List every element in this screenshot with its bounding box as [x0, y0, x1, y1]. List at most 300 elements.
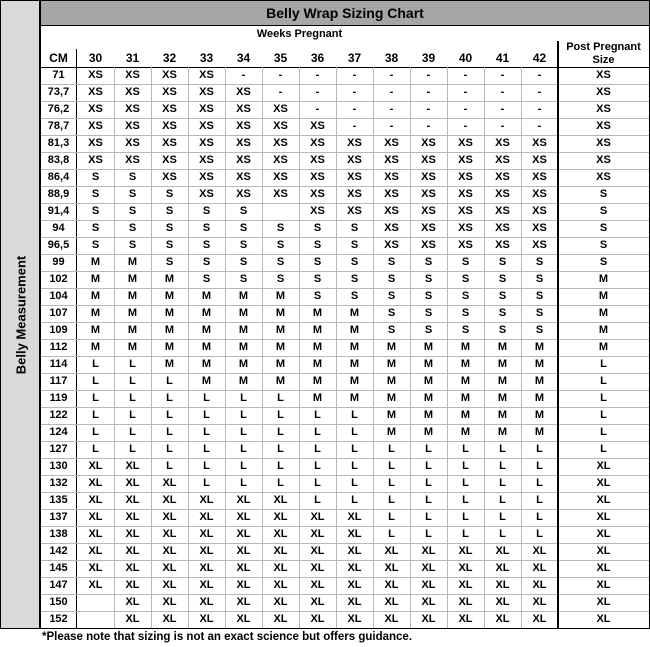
- cm-value: 107: [41, 305, 77, 322]
- size-cell: -: [352, 103, 357, 115]
- week-header: 36: [310, 51, 325, 65]
- size-cell: XS: [310, 154, 325, 166]
- size-cell: XL: [273, 494, 288, 506]
- post-size-cell: M: [598, 324, 609, 336]
- size-cell: XL: [125, 511, 140, 523]
- size-cell: M: [127, 324, 138, 336]
- size-cell: -: [426, 69, 431, 81]
- size-cell: L: [499, 443, 506, 455]
- size-cell: S: [498, 307, 507, 319]
- week-header: 41: [495, 51, 510, 65]
- size-cell: S: [461, 307, 470, 319]
- size-cell: L: [351, 477, 358, 489]
- size-cell: XL: [199, 596, 214, 608]
- size-cell: M: [275, 307, 286, 319]
- size-cell: M: [275, 375, 286, 387]
- size-cell: M: [349, 341, 360, 353]
- size-cell: S: [498, 290, 507, 302]
- size-cell: XS: [125, 137, 140, 149]
- size-cell: XL: [162, 613, 177, 625]
- size-cell: S: [239, 256, 248, 268]
- post-pregnant-header: [558, 41, 649, 67]
- size-cell: S: [128, 222, 137, 234]
- week-header: 34: [236, 51, 251, 65]
- size-cell: XS: [532, 239, 547, 251]
- size-cell: L: [499, 494, 506, 506]
- size-cell: XL: [88, 579, 103, 591]
- size-cell: L: [314, 460, 321, 472]
- column-divider: [114, 67, 115, 628]
- cm-value: 109: [41, 322, 77, 339]
- size-cell: XS: [236, 137, 251, 149]
- size-cell: M: [312, 358, 323, 370]
- size-cell: XL: [125, 579, 140, 591]
- size-cell: XL: [347, 613, 362, 625]
- size-cell: S: [387, 273, 396, 285]
- size-cell: XL: [421, 562, 436, 574]
- size-cell: L: [129, 426, 136, 438]
- cm-value: 96,5: [41, 237, 77, 254]
- size-cell: M: [238, 375, 249, 387]
- size-cell: XS: [458, 222, 473, 234]
- size-cell: XS: [495, 222, 510, 234]
- size-cell: L: [240, 392, 247, 404]
- size-cell: M: [127, 273, 138, 285]
- size-cell: S: [202, 222, 211, 234]
- size-cell: XS: [162, 171, 177, 183]
- size-cell: M: [90, 256, 101, 268]
- size-cell: -: [537, 69, 542, 81]
- size-cell: S: [535, 256, 544, 268]
- size-cell: S: [91, 188, 100, 200]
- week-header: 38: [384, 51, 399, 65]
- cm-value: 124: [41, 424, 77, 441]
- post-size-cell: L: [600, 426, 607, 438]
- size-cell: M: [275, 358, 286, 370]
- week-header: 40: [458, 51, 473, 65]
- size-cell: L: [277, 426, 284, 438]
- size-cell: -: [426, 120, 431, 132]
- post-size-cell: XS: [596, 69, 611, 81]
- post-size-cell: L: [600, 358, 607, 370]
- size-cell: -: [500, 69, 505, 81]
- size-cell: XS: [532, 171, 547, 183]
- size-cell: XS: [458, 239, 473, 251]
- size-cell: M: [238, 307, 249, 319]
- size-cell: S: [387, 256, 396, 268]
- size-cell: M: [312, 375, 323, 387]
- size-cell: S: [461, 273, 470, 285]
- week-header: 32: [162, 51, 177, 65]
- size-cell: XL: [310, 562, 325, 574]
- size-cell: XS: [495, 239, 510, 251]
- size-cell: -: [352, 86, 357, 98]
- size-cell: XL: [162, 511, 177, 523]
- size-cell: XL: [532, 545, 547, 557]
- size-cell: XL: [88, 562, 103, 574]
- size-cell: XS: [162, 120, 177, 132]
- size-cell: L: [425, 511, 432, 523]
- size-cell: S: [535, 290, 544, 302]
- size-cell: L: [314, 426, 321, 438]
- cm-value: 145: [41, 560, 77, 577]
- size-cell: S: [313, 222, 322, 234]
- size-cell: S: [276, 222, 285, 234]
- post-header-line1: Post Pregnant: [566, 41, 641, 53]
- size-cell: XS: [162, 103, 177, 115]
- weeks-label: Weeks Pregnant: [256, 28, 343, 40]
- size-cell: XL: [347, 528, 362, 540]
- size-cell: XS: [199, 154, 214, 166]
- size-cell: XL: [273, 613, 288, 625]
- cm-value: 71: [41, 67, 77, 84]
- size-cell: XL: [273, 579, 288, 591]
- column-divider: [225, 67, 226, 628]
- size-cell: S: [350, 222, 359, 234]
- size-cell: M: [460, 341, 471, 353]
- size-cell: L: [129, 443, 136, 455]
- post-size-cell: XS: [596, 120, 611, 132]
- size-cell: M: [497, 409, 508, 421]
- size-cell: M: [534, 375, 545, 387]
- size-cell: XL: [273, 562, 288, 574]
- size-cell: L: [277, 392, 284, 404]
- size-cell: -: [315, 103, 320, 115]
- size-cell: L: [425, 477, 432, 489]
- chart-title: Belly Wrap Sizing Chart: [41, 1, 649, 26]
- size-cell: M: [349, 358, 360, 370]
- size-cell: XS: [125, 86, 140, 98]
- size-cell: M: [275, 341, 286, 353]
- side-bar: [1, 1, 41, 628]
- post-size-cell: M: [598, 341, 609, 353]
- size-cell: XS: [199, 86, 214, 98]
- size-cell: L: [203, 443, 210, 455]
- size-cell: XL: [273, 545, 288, 557]
- post-size-divider: [557, 41, 559, 628]
- size-cell: L: [240, 477, 247, 489]
- size-cell: XL: [421, 613, 436, 625]
- size-cell: L: [92, 443, 99, 455]
- size-cell: S: [461, 256, 470, 268]
- size-cell: M: [164, 358, 175, 370]
- size-cell: L: [166, 392, 173, 404]
- size-cell: M: [423, 426, 434, 438]
- size-cell: XL: [125, 477, 140, 489]
- size-cell: XS: [199, 69, 214, 81]
- size-cell: XL: [458, 613, 473, 625]
- post-size-cell: XL: [596, 477, 611, 489]
- size-cell: XS: [384, 171, 399, 183]
- size-cell: XS: [125, 154, 140, 166]
- size-cell: M: [497, 358, 508, 370]
- size-cell: S: [165, 256, 174, 268]
- size-cell: -: [463, 86, 468, 98]
- size-cell: XL: [88, 528, 103, 540]
- size-cell: L: [92, 409, 99, 421]
- size-cell: XS: [347, 171, 362, 183]
- size-cell: M: [497, 426, 508, 438]
- size-cell: XS: [88, 103, 103, 115]
- size-cell: -: [426, 86, 431, 98]
- size-cell: XL: [421, 579, 436, 591]
- size-cell: L: [425, 443, 432, 455]
- cm-value: 127: [41, 441, 77, 458]
- size-cell: XS: [495, 137, 510, 149]
- post-size-cell: M: [598, 290, 609, 302]
- post-size-cell: XL: [596, 494, 611, 506]
- size-cell: M: [423, 392, 434, 404]
- cm-value: 112: [41, 339, 77, 356]
- size-cell: XL: [495, 579, 510, 591]
- size-cell: M: [201, 307, 212, 319]
- post-size-cell: S: [599, 239, 608, 251]
- size-cell: -: [463, 69, 468, 81]
- size-cell: -: [500, 103, 505, 115]
- size-cell: XL: [384, 545, 399, 557]
- size-cell: -: [315, 69, 320, 81]
- size-cell: XS: [495, 171, 510, 183]
- size-cell: XL: [495, 596, 510, 608]
- size-cell: L: [92, 392, 99, 404]
- size-cell: XL: [532, 579, 547, 591]
- size-cell: XL: [199, 579, 214, 591]
- size-cell: L: [499, 460, 506, 472]
- column-divider: [447, 67, 448, 628]
- post-size-cell: XS: [596, 171, 611, 183]
- size-cell: L: [388, 443, 395, 455]
- size-cell: M: [312, 307, 323, 319]
- size-cell: L: [92, 426, 99, 438]
- size-cell: -: [537, 86, 542, 98]
- size-cell: L: [499, 477, 506, 489]
- size-cell: XL: [347, 579, 362, 591]
- size-cell: XS: [495, 188, 510, 200]
- size-cell: XS: [421, 188, 436, 200]
- size-cell: XL: [310, 528, 325, 540]
- size-cell: XS: [310, 171, 325, 183]
- week-header: 30: [88, 51, 103, 65]
- size-cell: L: [351, 460, 358, 472]
- size-cell: XS: [310, 205, 325, 217]
- size-cell: XS: [125, 103, 140, 115]
- size-cell: XS: [310, 188, 325, 200]
- size-cell: L: [314, 409, 321, 421]
- size-cell: XL: [236, 511, 251, 523]
- size-cell: M: [386, 341, 397, 353]
- size-cell: M: [386, 375, 397, 387]
- size-cell: XL: [458, 579, 473, 591]
- size-cell: S: [313, 256, 322, 268]
- post-size-cell: XL: [596, 579, 611, 591]
- size-cell: M: [460, 392, 471, 404]
- post-header-line2: Size: [592, 54, 615, 66]
- size-cell: L: [166, 426, 173, 438]
- size-cell: S: [387, 324, 396, 336]
- side-label: Belly Measurement: [13, 255, 29, 375]
- cm-value: 83,8: [41, 152, 77, 169]
- size-cell: XL: [162, 562, 177, 574]
- size-cell: XL: [125, 596, 140, 608]
- size-cell: L: [277, 409, 284, 421]
- size-cell: L: [388, 528, 395, 540]
- size-cell: S: [424, 273, 433, 285]
- column-divider: [262, 67, 263, 628]
- size-cell: L: [203, 477, 210, 489]
- size-cell: -: [389, 103, 394, 115]
- cm-value: 99: [41, 254, 77, 271]
- size-cell: XS: [347, 205, 362, 217]
- size-cell: M: [423, 358, 434, 370]
- size-cell: XL: [199, 613, 214, 625]
- size-cell: [77, 594, 114, 611]
- size-cell: S: [350, 273, 359, 285]
- size-cell: XS: [458, 205, 473, 217]
- size-cell: S: [461, 290, 470, 302]
- week-header: 35: [273, 51, 288, 65]
- size-cell: L: [314, 494, 321, 506]
- size-cell: L: [462, 494, 469, 506]
- column-divider: [410, 67, 411, 628]
- size-cell: M: [460, 358, 471, 370]
- post-size-cell: S: [599, 256, 608, 268]
- size-cell: S: [350, 239, 359, 251]
- cm-value: 119: [41, 390, 77, 407]
- size-cell: S: [276, 239, 285, 251]
- size-cell: -: [463, 120, 468, 132]
- size-cell: XS: [384, 154, 399, 166]
- size-cell: XL: [384, 579, 399, 591]
- size-cell: M: [201, 358, 212, 370]
- size-cell: L: [203, 392, 210, 404]
- size-cell: XS: [88, 69, 103, 81]
- post-size-cell: XL: [596, 460, 611, 472]
- size-cell: S: [424, 307, 433, 319]
- size-cell: L: [92, 358, 99, 370]
- cm-value: 86,4: [41, 169, 77, 186]
- size-cell: M: [164, 307, 175, 319]
- size-cell: M: [275, 324, 286, 336]
- size-cell: S: [498, 273, 507, 285]
- size-cell: L: [129, 358, 136, 370]
- cm-value: 104: [41, 288, 77, 305]
- size-cell: XL: [421, 545, 436, 557]
- size-cell: M: [201, 375, 212, 387]
- size-cell: XL: [310, 613, 325, 625]
- size-cell: L: [536, 460, 543, 472]
- size-cell: XL: [199, 494, 214, 506]
- cm-value: 94: [41, 220, 77, 237]
- size-cell: XL: [88, 545, 103, 557]
- size-cell: L: [351, 443, 358, 455]
- size-cell: XL: [236, 494, 251, 506]
- size-cell: -: [426, 103, 431, 115]
- column-divider: [373, 67, 374, 628]
- post-size-cell: XL: [596, 528, 611, 540]
- size-cell: L: [129, 392, 136, 404]
- size-cell: S: [313, 290, 322, 302]
- size-cell: M: [460, 409, 471, 421]
- size-cell: XL: [310, 545, 325, 557]
- size-cell: M: [534, 358, 545, 370]
- size-cell: -: [315, 86, 320, 98]
- size-cell: M: [127, 307, 138, 319]
- column-divider: [521, 67, 522, 628]
- size-cell: XL: [236, 562, 251, 574]
- cm-value: 117: [41, 373, 77, 390]
- size-cell: S: [535, 324, 544, 336]
- post-size-cell: L: [600, 443, 607, 455]
- post-size-cell: XS: [596, 103, 611, 115]
- cm-value: 122: [41, 407, 77, 424]
- size-cell: M: [127, 341, 138, 353]
- size-cell: M: [349, 324, 360, 336]
- size-cell: XS: [532, 154, 547, 166]
- size-cell: XS: [199, 188, 214, 200]
- size-cell: XS: [532, 188, 547, 200]
- size-cell: M: [497, 392, 508, 404]
- size-cell: XL: [347, 562, 362, 574]
- size-cell: XS: [458, 154, 473, 166]
- size-cell: XL: [162, 528, 177, 540]
- post-size-cell: L: [600, 392, 607, 404]
- size-cell: XS: [273, 137, 288, 149]
- size-cell: M: [460, 375, 471, 387]
- size-cell: XS: [384, 137, 399, 149]
- size-cell: L: [166, 443, 173, 455]
- size-cell: S: [165, 188, 174, 200]
- size-cell: L: [166, 460, 173, 472]
- size-cell: XL: [495, 613, 510, 625]
- size-cell: XL: [162, 596, 177, 608]
- size-cell: XL: [162, 477, 177, 489]
- column-divider: [484, 67, 485, 628]
- size-cell: S: [498, 256, 507, 268]
- size-cell: L: [166, 409, 173, 421]
- post-size-cell: L: [600, 409, 607, 421]
- cm-value: 132: [41, 475, 77, 492]
- size-cell: XL: [310, 579, 325, 591]
- size-cell: L: [462, 528, 469, 540]
- size-cell: XL: [236, 613, 251, 625]
- size-cell: L: [499, 511, 506, 523]
- size-cell: M: [312, 324, 323, 336]
- size-cell: S: [202, 273, 211, 285]
- size-cell: M: [164, 273, 175, 285]
- size-cell: XL: [88, 494, 103, 506]
- size-cell: S: [202, 256, 211, 268]
- size-cell: XL: [310, 596, 325, 608]
- size-cell: L: [462, 477, 469, 489]
- size-cell: M: [164, 290, 175, 302]
- size-cell: S: [165, 222, 174, 234]
- size-cell: S: [313, 239, 322, 251]
- size-cell: S: [239, 273, 248, 285]
- size-cell: XL: [532, 613, 547, 625]
- week-header: 37: [347, 51, 362, 65]
- size-cell: XS: [384, 239, 399, 251]
- size-cell: S: [350, 290, 359, 302]
- size-cell: XS: [199, 120, 214, 132]
- size-cell: XS: [347, 188, 362, 200]
- size-cell: XS: [125, 120, 140, 132]
- size-cell: L: [388, 511, 395, 523]
- size-cell: L: [203, 409, 210, 421]
- size-cell: L: [499, 528, 506, 540]
- size-cell: M: [423, 375, 434, 387]
- size-cell: L: [277, 477, 284, 489]
- size-cell: -: [352, 120, 357, 132]
